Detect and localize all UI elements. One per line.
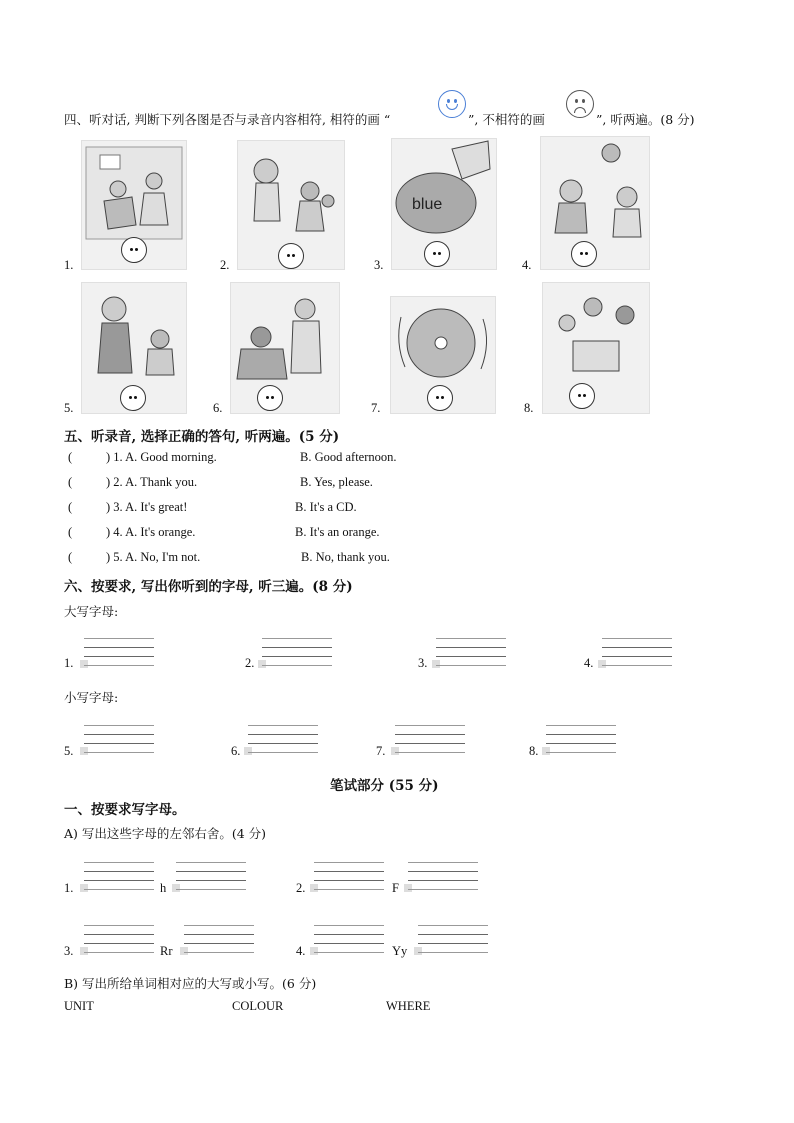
picture-7 [390,296,496,414]
picture-number: 1. [64,258,74,272]
question-option-a: ) 5. A. No, I'm not. [106,550,201,564]
picture-number: 3. [374,258,384,272]
given-letter: F [392,881,399,895]
answer-paren[interactable]: ( [68,500,73,514]
question-option-a: ) 3. A. It's great! [106,500,188,514]
section4-title-suffix: ”, 听两遍。(8 分) [596,112,695,127]
answer-face-icon[interactable] [571,241,597,267]
written-part-title: 笔试部分 (55 分) [330,778,439,794]
writing-number: 2. [245,656,255,670]
section5-title: 五、听录音, 选择正确的答句, 听两遍。(5 分) [64,429,340,445]
neighbor-number: 1. [64,881,74,895]
section6-title: 六、按要求, 写出你听到的字母, 听三遍。(8 分) [64,579,353,595]
lowercase-label: 小写字母: [64,690,119,705]
neighbor-number: 3. [64,944,74,958]
picture-number: 2. [220,258,230,272]
answer-face-icon[interactable] [257,385,283,411]
scene-family-illustration [231,283,339,413]
writing-lines-right[interactable] [184,923,254,953]
question-option-a: ) 2. A. Thank you. [106,475,198,489]
given-letter: h [160,881,167,895]
writing-lines-left[interactable] [84,860,154,890]
question-option-a: ) 4. A. It's orange. [106,525,196,539]
writing-lines-right[interactable] [176,860,246,890]
question-row [68,525,768,543]
question-option-a: ) 1. A. Good morning. [106,450,217,464]
neighbor-number: 4. [296,944,306,958]
writing-number: 1. [64,656,74,670]
writing-lines-right[interactable] [418,923,488,953]
section4-title-prefix: 四、听对话, 判断下列各图是否与录音内容相符, 相符的画 “ [64,112,391,127]
writing-lines-left[interactable] [314,860,384,890]
picture-6 [230,282,340,414]
picture-number: 8. [524,401,534,415]
given-word: UNIT [64,999,94,1013]
writing-lines[interactable] [436,636,506,666]
given-letter: Rr [160,944,173,958]
blue-label: blue [412,196,443,213]
writing-lines[interactable] [395,723,465,753]
writing-lines[interactable] [262,636,332,666]
answer-paren[interactable]: ( [68,475,73,489]
question-row [68,450,768,468]
part1-title: 一、按要求写字母。 [64,802,186,818]
picture-8 [542,282,650,414]
writing-number: 4. [584,656,594,670]
writing-lines[interactable] [84,723,154,753]
question-row [68,500,768,518]
answer-face-icon[interactable] [121,237,147,263]
writing-lines-left[interactable] [314,923,384,953]
answer-paren[interactable]: ( [68,450,73,464]
question-option-b: B. It's an orange. [295,525,380,539]
writing-lines[interactable] [602,636,672,666]
picture-4 [540,136,650,270]
uppercase-label: 大写字母: [64,604,119,619]
writing-number: 6. [231,744,241,758]
writing-number: 3. [418,656,428,670]
writing-number: 7. [376,744,386,758]
picture-3 [391,138,497,270]
writing-lines[interactable] [248,723,318,753]
picture-number: 4. [522,258,532,272]
neighbor-number: 2. [296,881,306,895]
part1-b-title: B) 写出所给单词相对应的大写或小写。(6 分) [64,976,317,991]
given-word: WHERE [386,999,431,1013]
given-word: COLOUR [232,999,284,1013]
picture-number: 6. [213,401,223,415]
answer-face-icon[interactable] [120,385,146,411]
answer-face-icon[interactable] [424,241,450,267]
picture-5 [81,282,187,414]
frown-face-icon [566,90,594,118]
given-letter: Yy [392,944,408,958]
picture-number: 5. [64,401,74,415]
question-option-b: B. It's a CD. [295,500,357,514]
picture-1 [81,140,187,270]
writing-lines-right[interactable] [408,860,478,890]
writing-number: 5. [64,744,74,758]
question-option-b: B. Yes, please. [300,475,373,489]
writing-number: 8. [529,744,539,758]
writing-lines-left[interactable] [84,923,154,953]
section4-title [64,110,390,128]
scene-gift-illustration [543,283,649,413]
question-row [68,475,768,493]
picture-number: 7. [371,401,381,415]
writing-lines[interactable] [84,636,154,666]
answer-face-icon[interactable] [569,383,595,409]
question-option-b: B. No, thank you. [301,550,390,564]
picture-2 [237,140,345,270]
answer-face-icon[interactable] [427,385,453,411]
smile-face-icon [438,90,466,118]
section4-title-mid: ”, 不相符的画 [468,112,545,127]
part1-a-title: A) 写出这些字母的左邻右舍。(4 分) [64,826,267,841]
answer-paren[interactable]: ( [68,525,73,539]
answer-face-icon[interactable] [278,243,304,269]
question-option-b: B. Good afternoon. [300,450,397,464]
answer-paren[interactable]: ( [68,550,73,564]
question-row [68,550,768,568]
writing-lines[interactable] [546,723,616,753]
